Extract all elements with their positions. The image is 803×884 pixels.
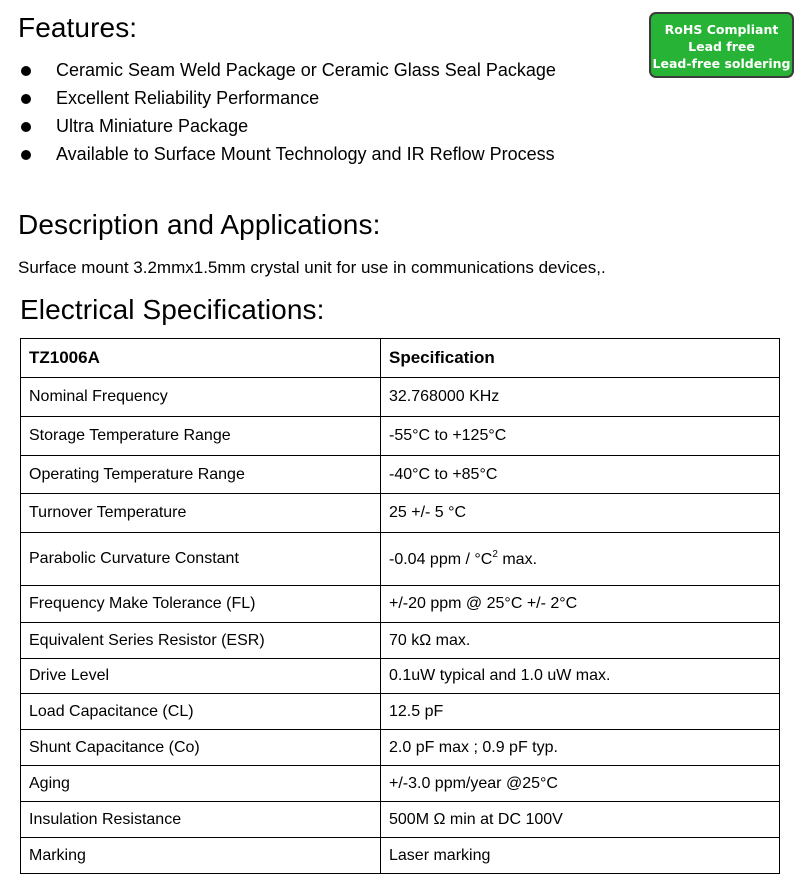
table-row — [21, 623, 780, 659]
bullet-icon — [21, 94, 31, 104]
param-cell: Equivalent Series Resistor (ESR) — [21, 623, 381, 659]
table-header-row — [21, 339, 780, 378]
param-cell: Frequency Make Tolerance (FL) — [21, 586, 381, 623]
spec-cell: 32.768000 KHz — [381, 378, 780, 417]
spec-value: -0.04 ppm / °C — [389, 551, 493, 568]
rohs-line: RoHS Compliant — [664, 22, 779, 37]
bullet-icon — [21, 66, 31, 76]
spec-cell: 70 kΩ max. — [381, 623, 780, 659]
bullet-icon — [21, 150, 31, 160]
description-heading: Description and Applications: — [18, 209, 381, 240]
table-row — [21, 494, 780, 533]
table-row — [21, 533, 780, 586]
table-row — [21, 456, 780, 494]
feature-text: Ceramic Seam Weld Package or Ceramic Glass Seal Package — [56, 60, 556, 80]
rohs-badge — [649, 12, 794, 78]
table-row — [21, 694, 780, 730]
electrical-specs-heading: Electrical Specifications: — [20, 294, 325, 325]
param-cell: Insulation Resistance — [21, 802, 381, 838]
param-cell: Shunt Capacitance (Co) — [21, 730, 381, 766]
spec-cell: 12.5 pF — [381, 694, 780, 730]
spec-cell: +/-20 ppm @ 25°C +/- 2°C — [381, 586, 780, 623]
param-cell: Nominal Frequency — [21, 378, 381, 417]
param-cell: Load Capacitance (CL) — [21, 694, 381, 730]
spec-cell: -55°C to +125°C — [381, 417, 780, 456]
table-row — [21, 730, 780, 766]
spec-cell: Laser marking — [381, 838, 780, 874]
table-row — [21, 766, 780, 802]
spec-cell: 2.0 pF max ; 0.9 pF typ. — [381, 730, 780, 766]
param-cell: Marking — [21, 838, 381, 874]
feature-text: Available to Surface Mount Technology and IR Reflow Process — [56, 144, 555, 164]
param-cell: Turnover Temperature — [21, 494, 381, 533]
spec-suffix: max. — [497, 551, 538, 568]
param-cell: Drive Level — [21, 659, 381, 694]
spec-table — [20, 338, 780, 874]
spec-cell: +/-3.0 ppm/year @25°C — [381, 766, 780, 802]
bullet-icon — [21, 122, 31, 132]
table-row — [21, 659, 780, 694]
table-row — [21, 838, 780, 874]
superscript: 2 — [492, 549, 498, 560]
param-cell: Aging — [21, 766, 381, 802]
spec-cell: 500M Ω min at DC 100V — [381, 802, 780, 838]
spec-cell — [381, 533, 780, 586]
features-heading: Features: — [18, 12, 138, 43]
param-cell: Storage Temperature Range — [21, 417, 381, 456]
model-header: TZ1006A — [21, 339, 381, 378]
lead-free-soldering-line: Lead-free soldering — [652, 56, 791, 71]
spec-cell: 0.1uW typical and 1.0 uW max. — [381, 659, 780, 694]
param-cell: Operating Temperature Range — [21, 456, 381, 494]
spec-cell: 25 +/- 5 °C — [381, 494, 780, 533]
table-row — [21, 586, 780, 623]
specification-header: Specification — [381, 339, 780, 378]
param-cell: Parabolic Curvature Constant — [21, 533, 381, 586]
feature-text: Excellent Reliability Performance — [56, 88, 320, 108]
table-row — [21, 802, 780, 838]
description-text: Surface mount 3.2mmx1.5mm crystal unit for use in communications devices,. — [18, 258, 606, 277]
lead-free-line: Lead free — [688, 39, 755, 54]
spec-cell: -40°C to +85°C — [381, 456, 780, 494]
table-row — [21, 417, 780, 456]
feature-text: Ultra Miniature Package — [56, 116, 249, 136]
table-row — [21, 378, 780, 417]
